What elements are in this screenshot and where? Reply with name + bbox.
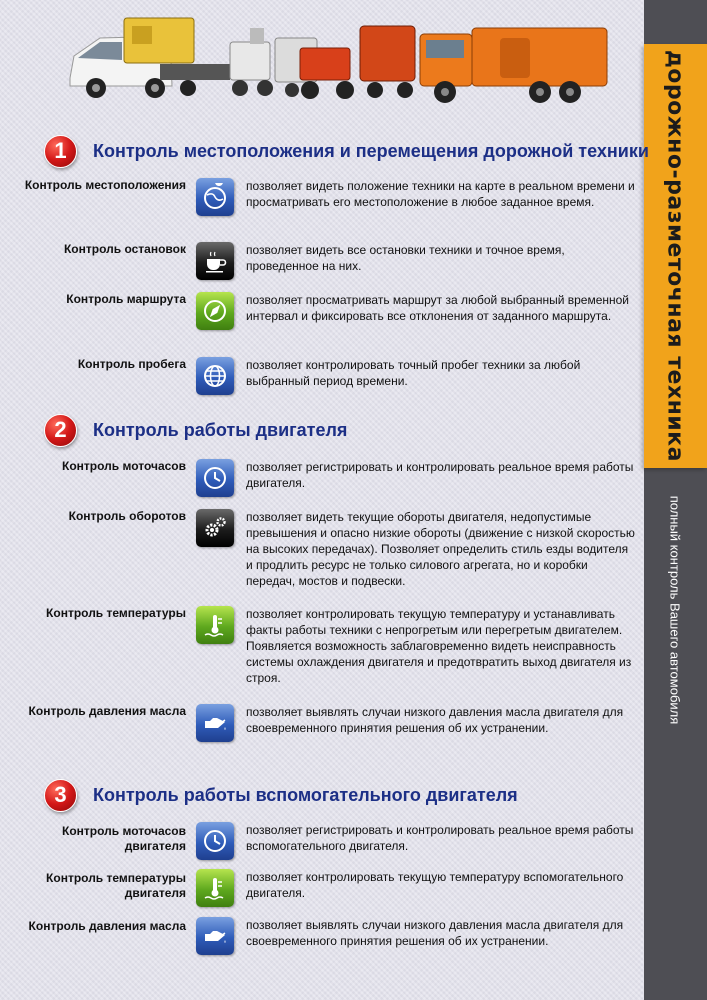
oil-can-icon <box>196 917 234 955</box>
section-3-header <box>44 779 518 811</box>
feature-description: позволяет контролировать текущую температуру и устанавливать факты работы техники с непрогретым или перегретым двигателем. Появляется возможность заблаговременно видеть неисправность системы охлаждения двигателя и предотвратить выход двигателя из строя. <box>246 607 632 685</box>
oil-can-icon <box>196 704 234 742</box>
feature-label: Контроль моточасов двигателя <box>62 824 186 853</box>
sidebar-title: дорожно-разметочная техника <box>662 50 688 462</box>
section-title: Контроль работы двигателя <box>93 419 348 440</box>
feature-description: позволяет выявлять случаи низкого давления масла двигателя для своевременного принятия решения об их устранении. <box>246 705 624 735</box>
section-number-badge: 1 <box>44 135 77 168</box>
red-machine-image <box>300 26 415 99</box>
feature-label: Контроль температуры двигателя <box>46 871 186 900</box>
sidebar-subtitle: полный контроль Вашего автомобиля <box>667 495 683 725</box>
feature-label: Контроль давления масла <box>28 919 186 933</box>
compass-icon <box>196 292 234 330</box>
thermometer-icon <box>196 606 234 644</box>
orange-truck-image <box>420 28 607 103</box>
section-number-badge: 3 <box>44 779 77 812</box>
globe-grid-icon <box>196 357 234 395</box>
clock-icon <box>196 822 234 860</box>
feature-label: Контроль оборотов <box>68 509 186 523</box>
feature-description: позволяет видеть положение техники на карте в реальном времени и просматривать его местоположение в любое заданное время. <box>246 179 635 209</box>
feature-description: позволяет видеть все остановки техники и точное время, проведенное на них. <box>246 243 565 273</box>
feature-description: позволяет выявлять случаи низкого давления масла двигателя для своевременного принятия решения об их устранении. <box>246 918 624 948</box>
gears-icon <box>196 509 234 547</box>
feature-description: позволяет регистрировать и контролировать реальное время работы вспомогательного двигателя. <box>246 823 634 853</box>
section-title: Контроль местоположения и перемещения дорожной техники <box>93 140 649 161</box>
section-number-badge: 2 <box>44 414 77 447</box>
section-2-header <box>44 414 347 446</box>
feature-description: позволяет контролировать точный пробег техники за любой выбранный период времени. <box>246 358 581 388</box>
section-title: Контроль работы вспомогательного двигателя <box>93 784 518 805</box>
feature-description: позволяет регистрировать и контролировать реальное время работы двигателя. <box>246 460 634 490</box>
feature-label: Контроль моточасов <box>62 459 186 473</box>
feature-description: позволяет контролировать текущую температуру вспомогательного двигателя. <box>246 870 624 900</box>
feature-label: Контроль местоположения <box>24 178 186 192</box>
globe-pin-icon <box>196 178 234 216</box>
thermometer-icon <box>196 869 234 907</box>
clock-icon <box>196 459 234 497</box>
feature-description: позволяет просматривать маршрут за любой выбранный временной интервал и фиксировать все отклонения от заданного маршрута. <box>246 293 630 323</box>
feature-description: позволяет видеть текущие обороты двигателя, недопустимые превышения и опасно низкие обороты (движение с низкой скоростью на высоких передачах). Позволяет определить стиль езды водителя и продлить ресурс не только силового агрегата, но и коробки передач, мостов и подвески. <box>246 510 635 588</box>
feature-label: Контроль маршрута <box>66 292 186 306</box>
feature-label: Контроль температуры <box>46 606 186 620</box>
coffee-cup-icon <box>196 242 234 280</box>
road-marking-vehicles-illustration <box>60 8 620 108</box>
feature-label: Контроль пробега <box>77 357 186 371</box>
feature-label: Контроль давления масла <box>28 704 186 718</box>
feature-label: Контроль остановок <box>63 242 186 256</box>
section-1-header <box>44 135 649 167</box>
